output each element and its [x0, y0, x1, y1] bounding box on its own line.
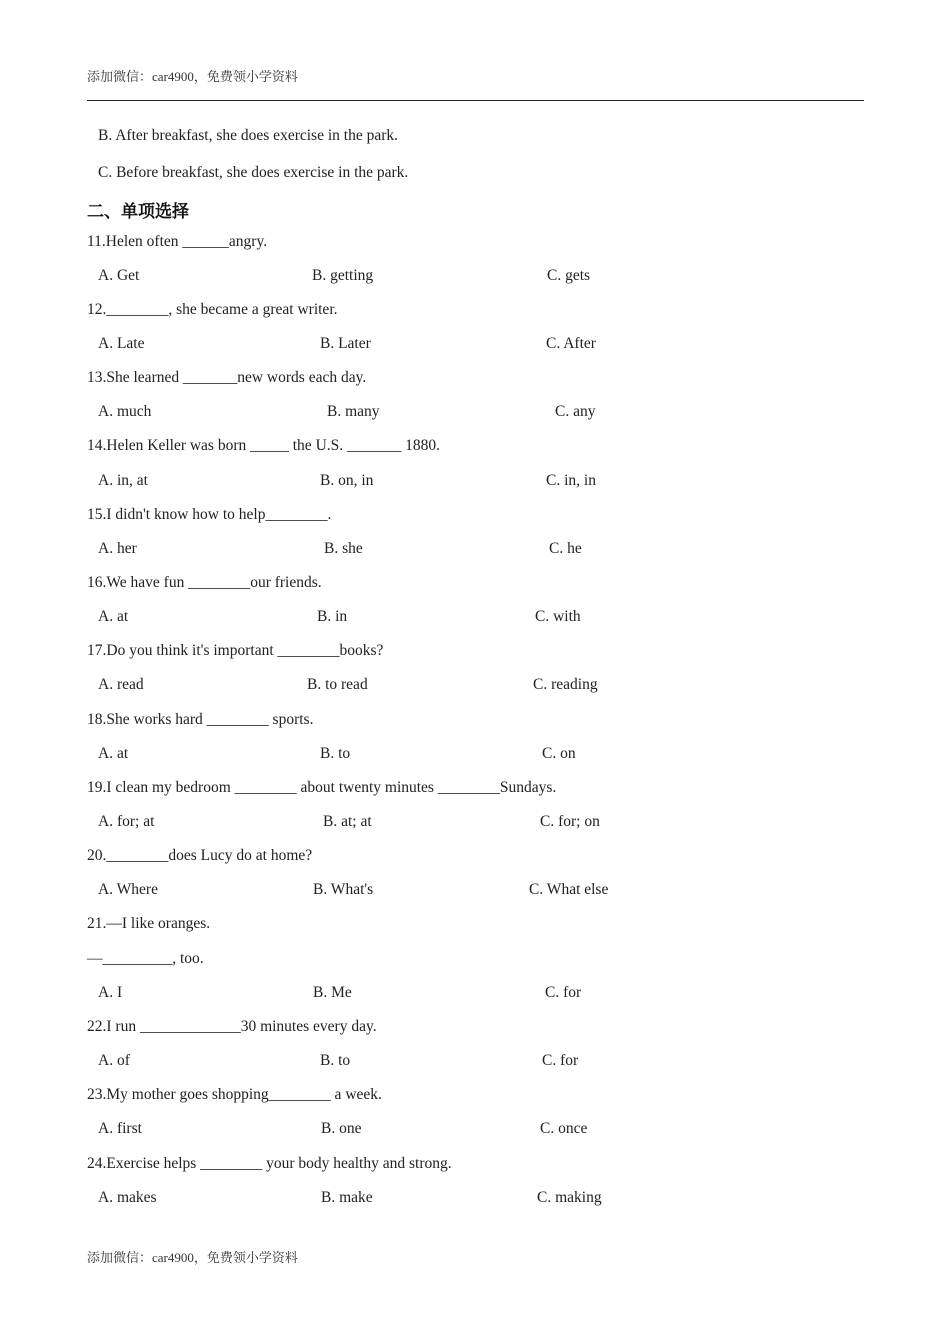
question-21-stem: 21.—I like oranges.	[87, 915, 211, 932]
question-12-option-a: A. Late	[98, 335, 145, 352]
question-14-stem: 14.Helen Keller was born _____ the U.S. _______ 1880.	[87, 437, 441, 454]
question-13-option-a: A. much	[98, 403, 152, 420]
question-15-option-c: C. he	[549, 540, 582, 557]
question-23-option-a: A. first	[98, 1120, 142, 1137]
header-divider	[87, 100, 864, 101]
prev-option-c: C. Before breakfast, she does exercise in the park.	[98, 164, 409, 181]
section-title: 二、单项选择	[87, 202, 189, 222]
question-21-option-b: B. Me	[313, 984, 352, 1001]
question-19-stem: 19.I clean my bedroom ________ about twenty minutes ________Sundays.	[87, 779, 557, 796]
question-15-option-a: A. her	[98, 540, 137, 557]
question-20-stem: 20.________does Lucy do at home?	[87, 847, 313, 864]
question-14-option-a: A. in, at	[98, 472, 148, 489]
question-18-option-a: A. at	[98, 745, 129, 762]
question-17-option-b: B. to read	[307, 676, 368, 693]
question-11-option-b: B. getting	[312, 267, 374, 284]
question-23-stem: 23.My mother goes shopping________ a week.	[87, 1086, 382, 1103]
question-11-option-c: C. gets	[547, 267, 591, 284]
question-19-option-c: C. for; on	[540, 813, 600, 830]
question-23-option-b: B. one	[321, 1120, 362, 1137]
page-footer: 添加微信：car4900，免费领小学资料	[87, 1250, 298, 1265]
question-17-option-a: A. read	[98, 676, 144, 693]
question-12-stem: 12.________, she became a great writer.	[87, 301, 338, 318]
question-14-option-b: B. on, in	[320, 472, 374, 489]
question-24-option-c: C. making	[537, 1189, 602, 1206]
question-19-option-b: B. at; at	[323, 813, 372, 830]
question-13-stem: 13.She learned _______new words each day.	[87, 369, 367, 386]
page-header: 添加微信：car4900，免费领小学资料	[87, 69, 298, 84]
question-19-option-a: A. for; at	[98, 813, 155, 830]
question-11-option-a: A. Get	[98, 267, 140, 284]
question-16-stem: 16.We have fun ________our friends.	[87, 574, 322, 591]
question-14-option-c: C. in, in	[546, 472, 596, 489]
question-15-option-b: B. she	[324, 540, 363, 557]
question-13-option-b: B. many	[327, 403, 380, 420]
question-12-option-b: B. Later	[320, 335, 371, 352]
question-18-option-c: C. on	[542, 745, 576, 762]
question-22-option-c: C. for	[542, 1052, 579, 1069]
question-16-option-c: C. with	[535, 608, 581, 625]
question-21-option-c: C. for	[545, 984, 582, 1001]
question-22-stem: 22.I run _____________30 minutes every day.	[87, 1018, 377, 1035]
question-16-option-a: A. at	[98, 608, 129, 625]
question-22-option-b: B. to	[320, 1052, 351, 1069]
question-12-option-c: C. After	[546, 335, 596, 352]
question-24-option-b: B. make	[321, 1189, 373, 1206]
question-24-stem: 24.Exercise helps ________ your body healthy and strong.	[87, 1155, 452, 1172]
question-20-option-a: A. Where	[98, 881, 158, 898]
question-24-option-a: A. makes	[98, 1189, 157, 1206]
question-22-option-a: A. of	[98, 1052, 130, 1069]
question-21-option-a: A. I	[98, 984, 123, 1001]
question-13-option-c: C. any	[555, 403, 596, 420]
question-18-stem: 18.She works hard ________ sports.	[87, 711, 314, 728]
prev-option-b: B. After breakfast, she does exercise in the park.	[98, 127, 398, 144]
question-18-option-b: B. to	[320, 745, 351, 762]
question-15-stem: 15.I didn't know how to help________.	[87, 506, 332, 523]
question-17-stem: 17.Do you think it's important ________books?	[87, 642, 384, 659]
question-20-option-b: B. What's	[313, 881, 374, 898]
question-20-option-c: C. What else	[529, 881, 609, 898]
question-23-option-c: C. once	[540, 1120, 588, 1137]
question-17-option-c: C. reading	[533, 676, 598, 693]
question-21-stem-reply: —_________, too.	[87, 950, 204, 967]
question-11-stem: 11.Helen often ______angry.	[87, 233, 268, 250]
question-16-option-b: B. in	[317, 608, 348, 625]
